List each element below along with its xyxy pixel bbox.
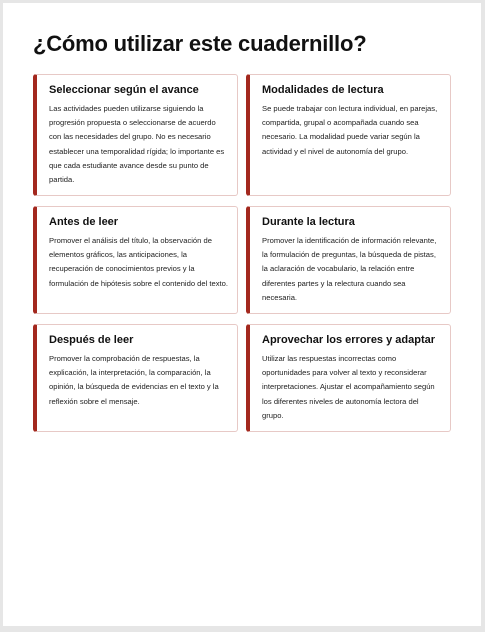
card-modalidades-lectura	[246, 74, 451, 196]
card-body: Promover la identificación de información relevante, la formulación de preguntas, la búsqueda de pistas, la aclaración de vocabulario, la relación entre diferentes partes y la relectura cuando sea necesaria.	[262, 236, 437, 302]
card-body: Las actividades pueden utilizarse siguiendo la progresión propuesta o seleccionarse de acuerdo con las necesidades del grupo. No es necesario establecer una temporalidad rígida; lo importante es que cada estudiante avance desde su punto de partida.	[49, 104, 225, 185]
card-title: Aprovechar los errores y adaptar	[262, 334, 436, 346]
card-title: Durante la lectura	[262, 216, 355, 228]
document-page	[3, 3, 481, 626]
card-title: Antes de leer	[49, 216, 119, 228]
card-durante-la-lectura	[246, 206, 451, 314]
card-title: Modalidades de lectura	[262, 84, 384, 96]
card-seleccionar-segun-avance	[33, 74, 238, 196]
card-title: Después de leer	[49, 334, 134, 346]
card-body: Se puede trabajar con lectura individual, en parejas, compartida, grupal o acompañada cuando sea necesario. La modalidad puede variar según la actividad y el nivel de autonomía del grupo.	[262, 104, 438, 156]
page-title: ¿Cómo utilizar este cuadernillo?	[33, 31, 367, 56]
card-antes-de-leer	[33, 206, 238, 314]
card-title: Seleccionar según el avance	[49, 84, 199, 96]
card-body: Promover la comprobación de respuestas, la explicación, la interpretación, la comparación, la opinión, la búsqueda de evidencias en el texto y la reflexión sobre el mensaje.	[49, 354, 219, 406]
card-body: Utilizar las respuestas incorrectas como oportunidades para volver al texto y reconsiderar interpretaciones. Ajustar el acompañamiento según los diferentes niveles de autonomía lectora del grupo.	[262, 354, 435, 420]
card-body: Promover el análisis del título, la observación de elementos gráficos, las anticipaciones, la recuperación de conocimientos previos y la formulación de hipótesis sobre el contenido del texto.	[49, 236, 228, 288]
card-despues-de-leer	[33, 324, 238, 432]
card-aprovechar-errores	[246, 324, 451, 432]
